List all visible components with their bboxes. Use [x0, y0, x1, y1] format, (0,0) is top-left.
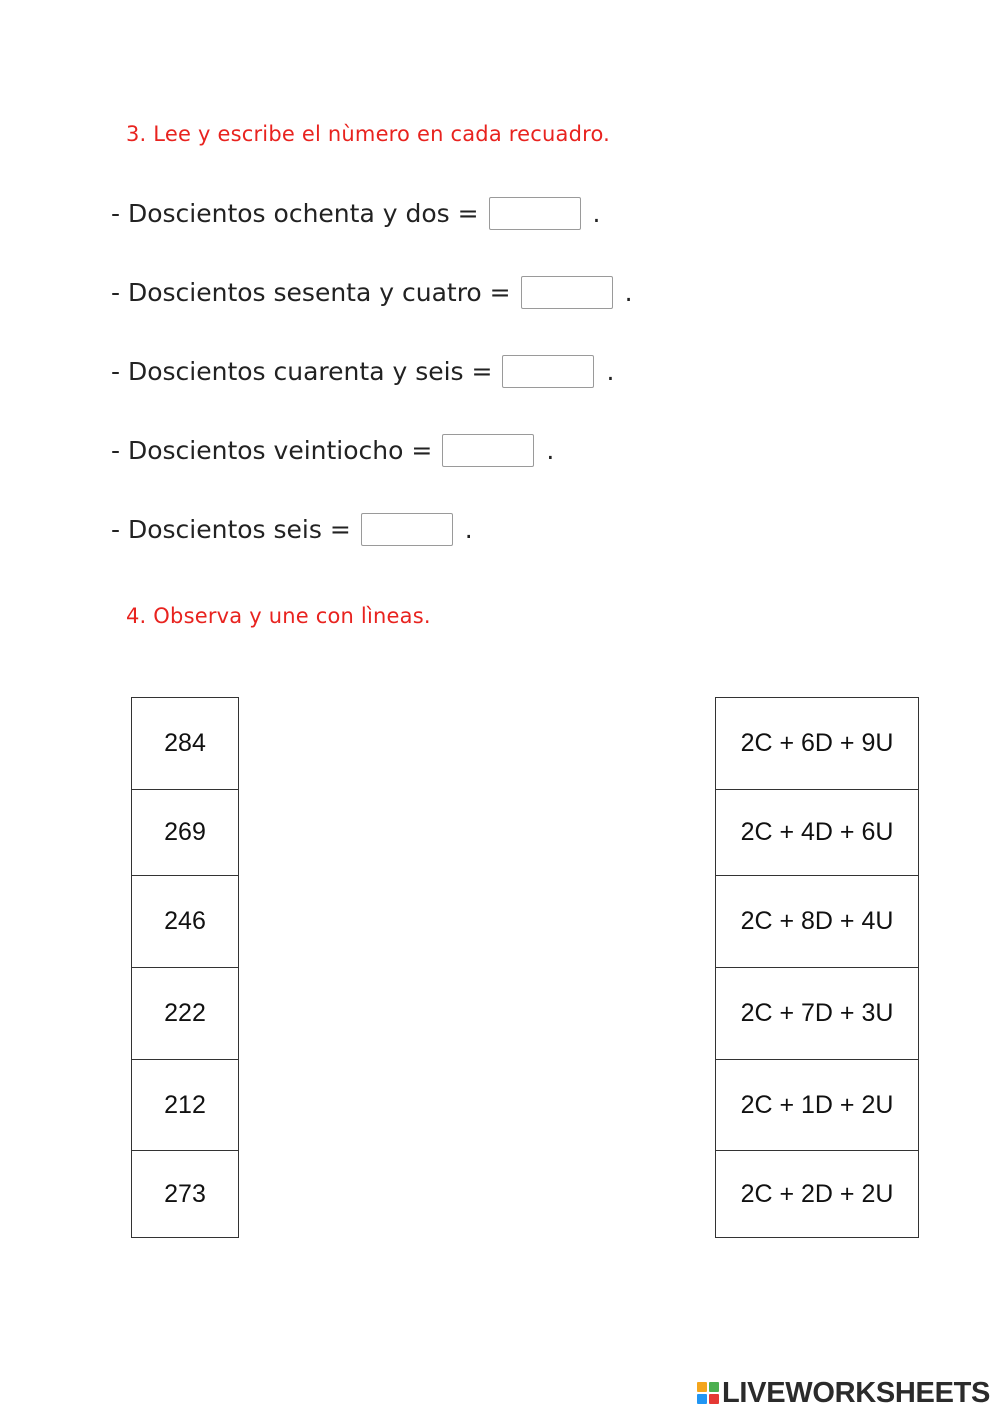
answer-box-2[interactable]: [521, 276, 613, 309]
exercise-prompt: - Doscientos sesenta y cuatro =: [111, 277, 511, 307]
exercise-line-3: [111, 351, 614, 391]
number-cell[interactable]: 246: [132, 876, 238, 968]
numbers-column: [131, 697, 239, 1238]
number-cell[interactable]: 222: [132, 968, 238, 1060]
exercise-prompt: - Doscientos veintiocho =: [111, 435, 433, 465]
decompositions-column: [715, 697, 919, 1238]
decomposition-cell[interactable]: 2C + 1D + 2U: [716, 1060, 918, 1151]
exercise-line-2: [111, 272, 633, 312]
exercise-prompt: - Doscientos seis =: [111, 514, 351, 544]
exercise-prompt: - Doscientos cuarenta y seis =: [111, 356, 493, 386]
section-3-heading: 3. Lee y escribe el nùmero en cada recuadro.: [126, 122, 611, 146]
period: .: [464, 514, 473, 544]
answer-box-3[interactable]: [502, 355, 594, 388]
decomposition-cell[interactable]: 2C + 7D + 3U: [716, 968, 918, 1060]
period: .: [592, 198, 601, 228]
logo-text: LIVEWORKSHEETS: [722, 1376, 991, 1409]
number-cell[interactable]: 212: [132, 1060, 238, 1151]
section-4-heading: 4. Observa y une con lìneas.: [126, 604, 431, 628]
period: .: [624, 277, 633, 307]
number-cell[interactable]: 273: [164, 1179, 206, 1208]
answer-box-4[interactable]: [442, 434, 534, 467]
decomposition-cell[interactable]: 2C + 8D + 4U: [716, 876, 918, 968]
number-cell[interactable]: 284: [132, 698, 238, 790]
exercise-line-4: [111, 430, 554, 470]
decomposition-cell[interactable]: 2C + 6D + 9U: [716, 698, 918, 790]
exercise-line-5: [111, 509, 473, 549]
exercise-line-1: [111, 193, 600, 233]
period: .: [546, 435, 555, 465]
answer-box-5[interactable]: [361, 513, 453, 546]
exercise-prompt: - Doscientos ochenta y dos =: [111, 198, 479, 228]
decomposition-cell[interactable]: 2C + 4D + 6U: [716, 790, 918, 876]
answer-box-1[interactable]: [489, 197, 581, 230]
decomposition-cell[interactable]: 2C + 2D + 2U: [740, 1179, 894, 1208]
period: .: [606, 356, 615, 386]
number-cell[interactable]: 269: [132, 790, 238, 876]
liveworksheets-logo: [697, 1376, 990, 1410]
logo-mark-icon: [697, 1382, 719, 1404]
